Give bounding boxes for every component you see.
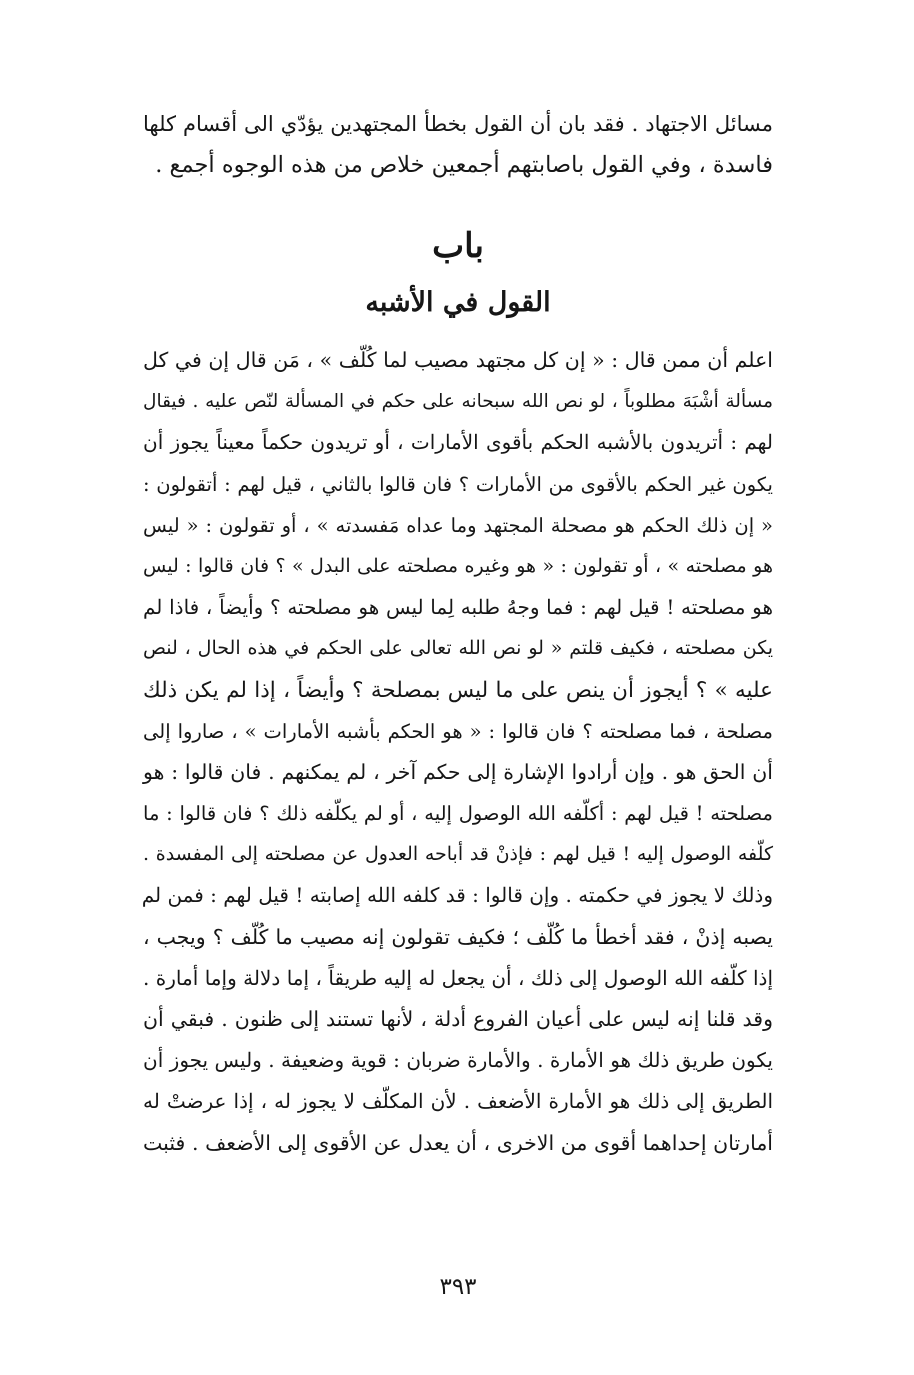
text-line: عليه » ؟ أيجوز أن ينص على ما ليس بمصلحة ؟ وأيضاً ، إذا لم يكن ذلك (143, 677, 773, 703)
text-line: يصبه إذنْ ، فقد أخطأ ما كُلّف ؛ فكيف تقولون إنه مصيب ما كُلّف ؟ ويجب ، (143, 924, 773, 949)
text-line: اعلم أن ممن قال : « إن كل مجتهد مصيب لما كُلّف » ، مَن قال إن في كل (143, 348, 773, 372)
chapter-heading: باب (432, 226, 484, 266)
text-line: يكون طريق ذلك هو الأمارة . والأمارة ضربان : قوية وضعيفة . وليس يجوز أن (143, 1048, 773, 1073)
text-line: مصلحة ، فما مصلحته ؟ فان قالوا : « هو الحكم بأشبه الأمارات » ، صاروا إلى (143, 719, 773, 743)
text-line: يكن مصلحته ، فكيف قلتم « لو نص الله تعالى على الحكم في هذه الحال ، لنص (143, 637, 773, 660)
text-line: هو مصلحته ! قيل لهم : فما وجهُ طلبه لِما ليس هو مصلحته ؟ وأيضاً ، فاذا لم (143, 595, 773, 620)
page-number: ٣٩٣ (439, 1274, 477, 1300)
text-line: يكون غير الحكم بالأقوى من الأمارات ؟ فان قالوا بالثاني ، قيل لهم : أتقولون : (143, 472, 773, 496)
text-line: وذلك لا يجوز في حكمته . وإن قالوا : قد كلفه الله إصابته ! قيل لهم : فمن لم (141, 883, 773, 908)
text-line: هو مصلحته » ، أو تقولون : « هو وغيره مصلحته على البدل » ؟ فان قالوا : ليس (143, 554, 773, 577)
text-line: مسائل الاجتهاد . فقد بان أن القول بخطأ المجتهدين يؤدّي الى أقسام كلها (143, 112, 773, 136)
text-line: فاسدة ، وفي القول باصابتهم أجمعين خلاص من هذه الوجوه أجمع . (155, 152, 773, 179)
intro-paragraph (143, 104, 773, 186)
section-heading: القول في الأشبه (365, 287, 551, 318)
text-line: الطريق إلى ذلك هو الأمارة الأضعف . لأن المكلّف لا يجوز له ، إذا عرضتْ له (143, 1089, 773, 1114)
text-line: مصلحته ! قيل لهم : أكلّفه الله الوصول إليه ، أو لم يكلّفه ذلك ؟ فان قالوا : ما (143, 802, 773, 826)
text-line: مسألة أشْبَهَ مطلوباً ، لو نص الله سبحانه على حكم في المسألة لنّص عليه . فيقال (143, 391, 773, 413)
text-line: أن الحق هو . وإن أرادوا الإشارة إلى حكم آخر ، لم يمكنهم . فان قالوا : هو (143, 759, 773, 784)
text-line: « إن ذلك الحكم هو مصحلة المجتهد وما عداه مَفسدته » ، أو تقولون : « ليس (143, 513, 773, 537)
text-line: أمارتان إحداهما أقوى من الاخرى ، أن يعدل عن الأقوى إلى الأضعف . فثبت (143, 1130, 773, 1155)
text-line: كلّفه الوصول إليه ! قيل لهم : فإذنْ قد أباحه العدول عن مصلحته إلى المفسدة . (143, 843, 773, 866)
text-line: إذا كلّفه الله الوصول إلى ذلك ، أن يجعل له إليه طريقاً ، إما دلالة وإما أمارة . (143, 965, 773, 990)
text-line: وقد قلنا إنه ليس على أعيان الفروع أدلة ، لأنها تستند إلى ظنون . فبقي أن (143, 1007, 773, 1031)
body-paragraph (143, 340, 773, 1164)
text-line: لهم : أتريدون بالأشبه الحكم بأقوى الأمارات ، أو تريدون حكماً معيناً يجوز أن (143, 430, 773, 455)
